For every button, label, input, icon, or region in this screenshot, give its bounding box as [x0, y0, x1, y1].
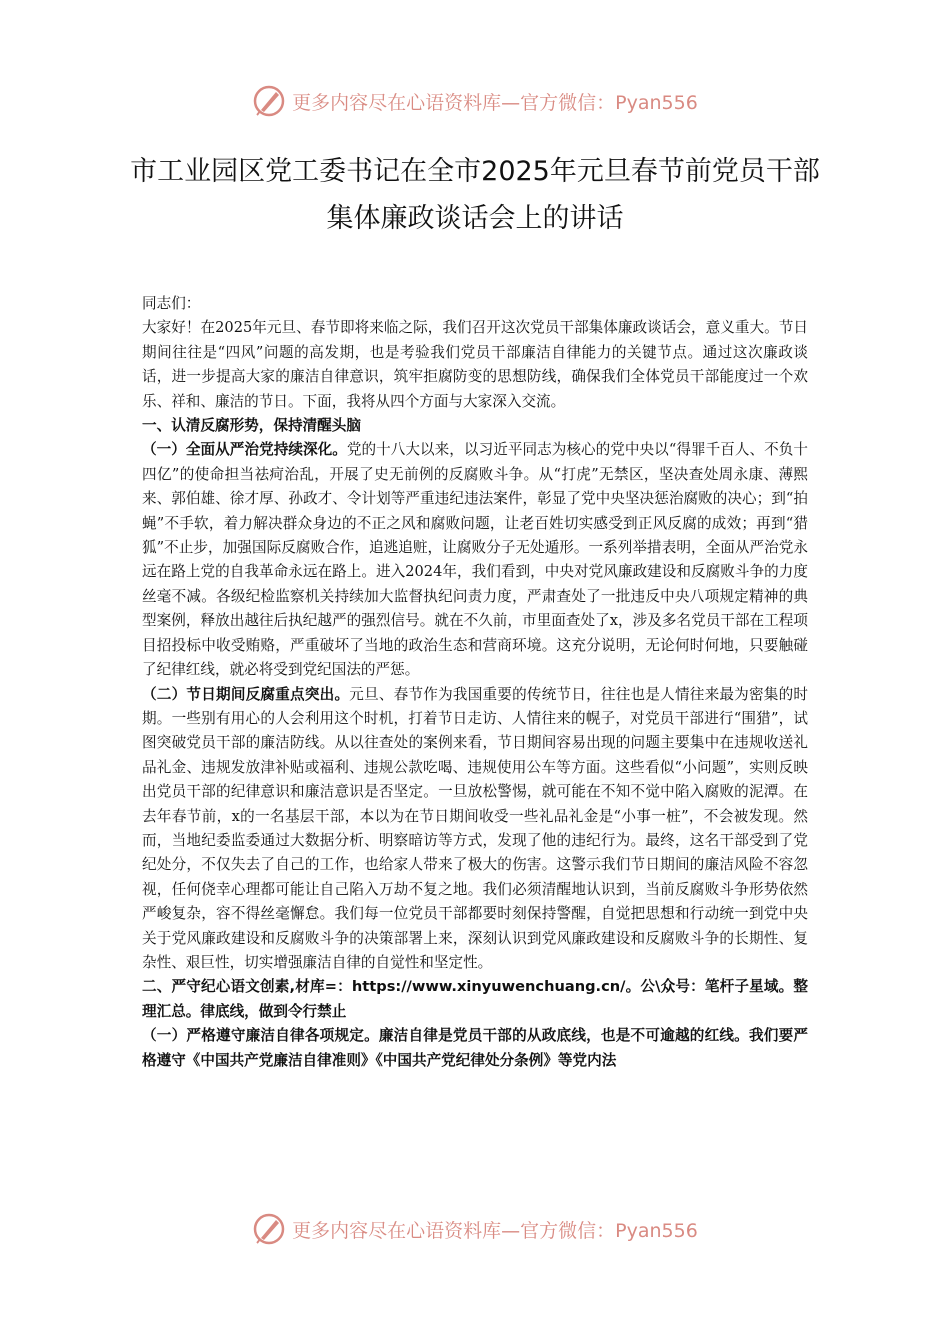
watermark-text: 更多内容尽在心语资料库—官方微信：Pyan556 — [292, 91, 698, 114]
intro-paragraph: 大家好！在2025年元旦、春节即将来临之际，我们召开这次党员干部集体廉政谈话会，意义重大。节日期间往往是“四风”问题的高发期，也是考验我们党员干部廉洁自律能力的关键节点。通过这次廉政谈话，进一步提高大家的廉洁自律意识，筑牢拒腐防变的思想防线，确保我们全体党员干部能度过一个欢乐、祥和、廉洁的节日。下面，我将从四个方面与大家深入交流。 — [142, 319, 808, 410]
document-title: 市工业园区党工委书记在全市2025年元旦春节前党员干部集体廉政谈话会上的讲话 — [130, 156, 820, 234]
section-1-heading: 一、认清反腐形势，保持清醒头脑 — [142, 417, 361, 435]
section-2-paragraph-1: （一）严格遵守廉洁自律各项规定。廉洁自律是党员干部的从政底线，也是不可逾越的红线。我们要严格遵守《中国共产党廉洁自律准则》《中国共产党纪律处分条例》等党内法 — [142, 1027, 808, 1069]
paragraph-lead: （二）节日期间反腐重点突出。 — [142, 685, 350, 703]
watermark-header — [0, 84, 950, 118]
document-body — [142, 292, 808, 1073]
section-2-heading: 二、严守纪心语文创素,材库=：https://www.xinyuwenchuang.cn/。公\众号：笔杆子星域。整理汇总。律底线，做到令行禁止 — [142, 978, 808, 1020]
paragraph-body: 元旦、春节作为我国重要的传统节日，往往也是人情往来最为密集的时期。一些别有用心的人会利用这个时机，打着节日走访、人情往来的幌子，对党员干部进行“围猎”，试图突破党员干部的廉洁防线。从以往查处的案例来看，节日期间容易出现的问题主要集中在违规收送礼品礼金、违规发放津补贴或福利、违规公款吃喝、违规使用公车等方面。这些看似“小问题”，实则反映出党员干部的纪律意识和廉洁意识是否坚定。一旦放松警惕，就可能在不知不觉中陷入腐败的泥潭。在去年春节前，x的一名基层干部，本以为在节日期间收受一些礼品礼金是“小事一桩”，不会被发现。然而，当地纪委监委通过大数据分析、明察暗访等方式，发现了他的违纪行为。最终，这名干部受到了党纪处分，不仅失去了自己的工作，也给家人带来了极大的伤害。这警示我们节日期间的廉洁风险不容忽视，任何侥幸心理都可能让自己陷入万劫不复之地。我们必须清醒地认识到，当前反腐败斗争形势依然严峻复杂，容不得丝毫懈怠。我们每一位党员干部都要时刻保持警醒，自觉把思想和行动统一到党中央关于党风廉政建设和反腐败斗争的决策部署上来，深刻认识到党风廉政建设和反腐败斗争的长期性、复杂性、艰巨性，切实增强廉洁自律的自觉性和坚定性。 — [142, 685, 808, 971]
section-1-paragraph-2 — [142, 683, 808, 976]
paragraph-body: 党的十八大以来，以习近平同志为核心的党中央以“得罪千百人、不负十四亿”的使命担当祛疴治乱，开展了史无前例的反腐败斗争。从“打虎”无禁区，坚决查处周永康、薄熙来、郭伯雄、徐才厚、孙政才、令计划等严重违纪违法案件，彰显了党中央坚决惩治腐败的决心；到“拍蝇”不手软，着力解决群众身边的不正之风和腐败问题，让老百姓切实感受到正风反腐的成效；再到“猎狐”不止步，加强国际反腐败合作，追逃追赃，让腐败分子无处遁形。一系列举措表明，全面从严治党永远在路上党的自我革命永远在路上。进入2024年，我们看到，中央对党风廉政建设和反腐败斗争的力度丝毫不减。各级纪检监察机关持续加大监督执纪问责力度，严肃查处了一批违反中央八项规定精神的典型案例，释放出越往后执纪越严的强烈信号。就在不久前，市里面查处了x，涉及多名党员干部在工程项目招投标中收受贿赂，严重破坏了当地的政治生态和营商环境。这充分说明，无论何时何地，只要触碰了纪律红线，就必将受到党纪国法的严惩。 — [142, 441, 808, 679]
watermark-footer — [0, 1212, 950, 1246]
section-1-paragraph-1 — [142, 438, 808, 682]
greeting: 同志们： — [142, 295, 201, 312]
paragraph-lead: （一）全面从严治党持续深化。 — [142, 441, 347, 459]
watermark-text: 更多内容尽在心语资料库—官方微信：Pyan556 — [292, 1219, 698, 1242]
brush-logo-icon — [252, 1212, 286, 1246]
brush-logo-icon — [252, 84, 286, 118]
